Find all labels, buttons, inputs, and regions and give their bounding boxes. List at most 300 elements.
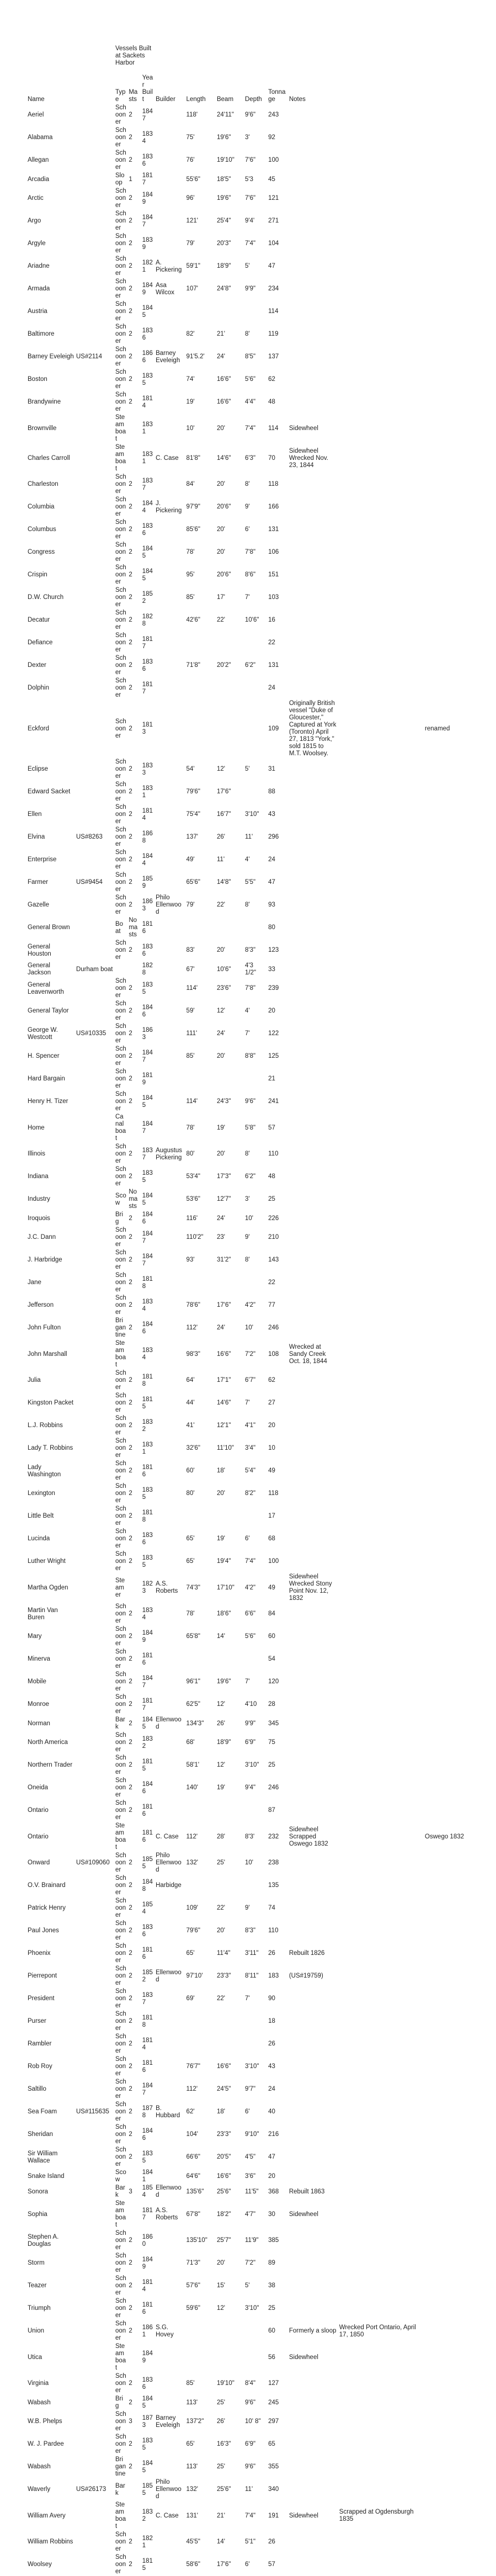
cell-year-built: 1831 (142, 451, 153, 465)
cell-fate (338, 758, 424, 781)
cell-extra-note (424, 1068, 496, 1090)
cell-length: 65'6" (186, 879, 201, 886)
cell-masts: 2 (129, 1151, 132, 1157)
cell-extra-note (424, 609, 496, 632)
cell-builder (154, 699, 185, 758)
cell-vessel-type: Steamboat (115, 2200, 126, 2228)
cell-extra-note (424, 1339, 496, 1369)
cell-tonnage: 60 (268, 2328, 275, 2334)
cell-beam (216, 1271, 244, 1294)
cell-depth: 7'6" (245, 157, 256, 163)
cell-depth: 5' (245, 263, 250, 269)
cell-length: 91'5.2' (186, 353, 205, 360)
cell-tonnage: 48 (268, 1173, 275, 1180)
cell-extra-note (424, 1965, 496, 1987)
cell-masts: 2 (129, 353, 132, 360)
cell-fate (338, 2169, 424, 2184)
cell-depth: 7'8" (245, 549, 256, 555)
cell-tonnage: 56 (268, 2354, 275, 2361)
cell-year-built: 1845 (142, 304, 153, 319)
cell-fate (338, 1731, 424, 1754)
cell-year-built: 1816 (142, 1830, 153, 1843)
cell-length: 135'10" (186, 2237, 207, 2244)
cell-beam: 12'1" (216, 1422, 231, 1429)
cell-year-built: 1835 (142, 2150, 153, 2164)
cell-fate (338, 781, 424, 803)
cell-year-built: 1834 (142, 130, 153, 145)
cell-extra-note (424, 2433, 496, 2456)
cell-official-number (75, 1369, 114, 1392)
cell-fate (338, 443, 424, 473)
cell-length: 131' (186, 2512, 198, 2519)
cell-vessel-name: Allegan (28, 157, 49, 163)
table-row (2, 2297, 496, 2320)
cell-year-built: 1849 (142, 191, 153, 205)
cell-official-number (75, 255, 114, 278)
cell-extra-note (424, 368, 496, 391)
cell-masts: 2 (129, 2328, 132, 2334)
cell-fate (338, 2478, 424, 2501)
cell-builder: J. Pickering (156, 500, 182, 514)
cell-vessel-name: Storm (28, 2260, 45, 2266)
cell-builder (154, 849, 185, 871)
cell-builder (154, 2531, 185, 2553)
cell-fate (338, 368, 424, 391)
cell-tonnage: 24 (268, 685, 275, 691)
table-row (2, 300, 496, 323)
cell-extra-note (424, 1942, 496, 1965)
cell-length: 96'1" (186, 1678, 201, 1685)
cell-vessel-type: Sloop (115, 172, 125, 186)
cell-depth (244, 2342, 267, 2372)
cell-notes (288, 278, 338, 300)
cell-year-built: 1845 (142, 545, 153, 559)
cell-fate (338, 1482, 424, 1505)
cell-tonnage: 60 (268, 1633, 275, 1640)
cell-vessel-type: Schooner (115, 587, 126, 608)
cell-vessel-type: Schooner (115, 1528, 126, 1549)
cell-year-built: 1835 (142, 1486, 153, 1501)
cell-tonnage: 135 (268, 1882, 279, 1889)
cell-length: 58'6" (186, 2561, 201, 2568)
cell-length: 84' (186, 481, 195, 487)
cell-fate (338, 1671, 424, 1693)
cell-length: 110'2" (186, 1234, 204, 1241)
cell-beam: 24' (216, 1215, 225, 1222)
cell-beam (216, 1505, 244, 1528)
cell-vessel-type: Schooner (115, 1506, 126, 1526)
cell-fate (338, 2275, 424, 2297)
cell-year-built: 1861 (142, 2324, 153, 2338)
cell-vessel-type: Schooner (115, 2320, 126, 2341)
table-row (2, 916, 496, 939)
cell-official-number (75, 2184, 114, 2199)
cell-notes (288, 2478, 338, 2501)
table-row (2, 1754, 496, 1777)
cell-builder (154, 939, 185, 962)
cell-masts: 2 (129, 879, 132, 886)
cell-tonnage: 143 (268, 1257, 279, 1263)
cell-vessel-name: General Leavenworth (28, 981, 64, 995)
cell-masts: 2 (129, 1215, 132, 1222)
cell-year-built: 1837 (142, 1147, 153, 1161)
cell-extra-note (424, 2342, 496, 2372)
cell-depth: 5'6" (245, 376, 256, 383)
cell-notes (288, 1392, 338, 1414)
cell-extra-note (424, 1482, 496, 1505)
cell-depth: 6'3" (245, 454, 256, 462)
cell-notes (288, 1226, 338, 1249)
cell-depth: 5'8" (245, 1124, 256, 1131)
cell-notes (288, 1460, 338, 1482)
cell-masts: 2 (129, 399, 132, 405)
cell-vessel-type: Schooner (115, 826, 126, 847)
cell-length (185, 1874, 216, 1897)
cell-beam: 26' (216, 1720, 225, 1727)
cell-extra-note (424, 2033, 496, 2055)
cell-masts: 2 (129, 2380, 132, 2387)
cell-beam: 16'6" (216, 2063, 231, 2070)
cell-notes (288, 803, 338, 826)
cell-official-number (75, 1716, 114, 1731)
cell-depth: 7'8" (245, 985, 256, 992)
cell-depth: 4'2" (245, 1584, 256, 1591)
cell-tonnage: 125 (268, 1053, 279, 1059)
cell-official-number (75, 210, 114, 232)
cell-vessel-type: Schooner (115, 1732, 126, 1753)
cell-official-number (75, 1822, 114, 1852)
cell-year-built: 1834 (142, 1607, 153, 1621)
cell-year-built: 1821 (142, 259, 153, 273)
cell-tonnage: 18 (268, 2018, 275, 2024)
cell-extra-note (424, 443, 496, 473)
cell-depth: 6' (245, 1535, 250, 1542)
cell-fate (338, 1460, 424, 1482)
cell-tonnage: 114 (268, 425, 279, 432)
cell-beam: 17'6" (216, 2561, 231, 2568)
table-row (2, 1716, 496, 1731)
cell-year-built: 1817 (142, 635, 153, 650)
cell-masts (127, 962, 141, 977)
cell-official-number (75, 2275, 114, 2297)
cell-masts: 2 (129, 331, 132, 337)
cell-beam (216, 699, 244, 758)
cell-vessel-type: Schooner (115, 301, 126, 322)
cell-masts: 2 (129, 1995, 132, 2002)
cell-fate (338, 1573, 424, 1603)
cell-notes (288, 473, 338, 496)
cell-vessel-type: Schooner (115, 1460, 126, 1481)
cell-length: 109' (186, 1905, 198, 1911)
cell-length: 135'6" (186, 2188, 204, 2195)
cell-notes: Sidewheel Wrecked Stony Point Nov. 12, 1832 (289, 1573, 332, 1602)
cell-notes (288, 1920, 338, 1942)
cell-length: 93' (186, 1257, 195, 1263)
cell-extra-note (424, 1437, 496, 1460)
cell-official-number (75, 2372, 114, 2395)
table-row (2, 1822, 496, 1852)
cell-length: 32'6" (186, 1445, 201, 1451)
cell-year-built: 1817 (142, 2207, 153, 2221)
cell-tonnage: 47 (268, 2154, 275, 2160)
cell-fate (338, 916, 424, 939)
cell-beam: 21' (216, 2512, 225, 2519)
cell-depth: 7' (245, 1030, 250, 1037)
column-header-masts: Masts (129, 89, 138, 103)
cell-year-built: 1828 (142, 613, 153, 627)
cell-extra-note (424, 2199, 496, 2229)
cell-length: 112' (186, 2086, 198, 2092)
cell-fate (338, 149, 424, 172)
cell-tonnage: 20 (268, 2172, 275, 2180)
cell-builder (154, 803, 185, 826)
cell-vessel-type: Schooner (115, 2033, 126, 2054)
cell-vessel-type: Scow (115, 2169, 126, 2183)
cell-vessel-type: Schooner (115, 759, 126, 780)
cell-builder (154, 2033, 185, 2055)
cell-extra-note (424, 2169, 496, 2184)
cell-beam: 28' (216, 1833, 225, 1840)
cell-official-number (75, 609, 114, 632)
cell-vessel-type: Schooner (115, 150, 126, 171)
cell-masts: 2 (129, 1927, 132, 1934)
cell-vessel-type: Schooner (115, 2373, 126, 2394)
cell-notes (288, 2395, 338, 2410)
cell-depth: 6'6" (245, 1610, 256, 1617)
cell-vessel-name: Charleston (28, 481, 58, 487)
cell-vessel-name: Mary (28, 1633, 42, 1640)
cell-official-number (75, 2531, 114, 2553)
cell-vessel-name: Aeriel (28, 112, 44, 118)
cell-beam: 12'7" (216, 1196, 231, 1202)
cell-length: 41' (186, 1422, 195, 1429)
cell-year-built: 1836 (142, 2376, 153, 2391)
cell-length: 65' (186, 1558, 195, 1565)
cell-extra-note (424, 2055, 496, 2078)
cell-year-built: 1847 (142, 2082, 153, 2096)
cell-vessel-name: Alabama (28, 134, 53, 141)
cell-fate (338, 1294, 424, 1317)
cell-year-built: 1854 (142, 2185, 153, 2198)
cell-notes (288, 2123, 338, 2146)
cell-tonnage: 62 (268, 1377, 275, 1384)
cell-year-built: 1844 (142, 500, 153, 514)
cell-depth: 9'4' (245, 218, 255, 224)
cell-vessel-type (114, 962, 127, 977)
cell-notes (288, 1022, 338, 1045)
cell-depth: 7'4" (245, 425, 256, 432)
cell-tonnage: 74 (268, 1905, 275, 1911)
cell-beam: 24' (216, 1324, 225, 1331)
cell-extra-note (424, 1188, 496, 1211)
table-row (2, 1777, 496, 1799)
cell-masts (127, 2169, 141, 2184)
cell-vessel-type: Schooner (115, 1483, 126, 1504)
cell-notes (288, 977, 338, 1000)
table-row (2, 894, 496, 916)
cell-vessel-name: Mobile (28, 1678, 46, 1685)
cell-depth: 11' (245, 2486, 253, 2493)
cell-fate (338, 1716, 424, 1731)
cell-extra-note (424, 1505, 496, 1528)
cell-vessel-type: Schooner (115, 1023, 126, 1044)
cell-vessel-type: Schooner (115, 1943, 126, 1964)
cell-fate (338, 300, 424, 323)
table-row (2, 1271, 496, 1294)
cell-tonnage: 90 (268, 1995, 275, 2002)
cell-depth: 3' (245, 1196, 250, 1202)
cell-tonnage: 16 (268, 617, 275, 623)
cell-extra-note (424, 2146, 496, 2169)
cell-year-built: 1814 (142, 2278, 153, 2293)
cell-masts: 2 (129, 725, 132, 732)
cell-year-built: 1868 (142, 830, 153, 844)
cell-fate (338, 104, 424, 126)
cell-fate (338, 2297, 424, 2320)
table-row (2, 2372, 496, 2395)
cell-builder (154, 232, 185, 255)
cell-notes: Sidewheel Wrecked Nov. 23, 1844 (289, 447, 328, 469)
cell-length (185, 1648, 216, 1671)
cell-masts: 2 (129, 1882, 132, 1889)
cell-beam: 18'9" (216, 1739, 231, 1746)
cell-official-number (75, 518, 114, 541)
cell-notes: Sidewheel (289, 425, 318, 432)
cell-tonnage: 22 (268, 1279, 275, 1286)
cell-beam: 12' (216, 2305, 225, 2312)
cell-vessel-type: Bark (115, 2185, 125, 2198)
cell-fate (338, 2184, 424, 2199)
cell-extra-note (424, 1754, 496, 1777)
cell-extra-note (424, 541, 496, 564)
cell-notes (288, 2297, 338, 2320)
cell-tonnage: 47 (268, 263, 275, 269)
cell-builder (154, 149, 185, 172)
cell-official-number (75, 2055, 114, 2078)
cell-official-number (75, 977, 114, 1000)
cell-year-built: 1852 (142, 1969, 153, 1983)
cell-depth: 4'3 1/2" (245, 962, 257, 976)
cell-tonnage: 65 (268, 2441, 275, 2447)
cell-fate (338, 1897, 424, 1920)
cell-extra-note (424, 518, 496, 541)
table-row (2, 2169, 496, 2184)
cell-beam: 14' (216, 1633, 225, 1640)
cell-vessel-name: Sophia (28, 2211, 47, 2218)
cell-masts: 2 (129, 1633, 132, 1640)
cell-notes: Sidewheel (289, 2211, 318, 2218)
cell-fate (338, 1045, 424, 1068)
cell-official-number (75, 1648, 114, 1671)
table-row (2, 1143, 496, 1165)
cell-fate (338, 172, 424, 187)
cell-notes: Wrecked at Sandy Creek Oct. 18, 1844 (289, 1343, 327, 1365)
cell-year-built: 1832 (142, 2509, 153, 2522)
column-header-builder: Builder (156, 96, 175, 103)
cell-tonnage: 232 (268, 1833, 279, 1840)
cell-extra-note (424, 232, 496, 255)
cell-masts: 2 (129, 2018, 132, 2024)
cell-length: 95' (186, 571, 195, 578)
table-row (2, 1920, 496, 1942)
cell-fate (338, 2372, 424, 2395)
cell-vessel-type: Schooner (115, 1965, 126, 1986)
cell-builder (154, 2169, 185, 2184)
cell-length: 76' (186, 157, 195, 163)
cell-masts: 2 (129, 2086, 132, 2092)
cell-official-number (75, 2123, 114, 2146)
cell-notes (288, 2275, 338, 2297)
cell-tonnage: 25 (268, 1762, 275, 1768)
cell-extra-note (424, 1648, 496, 1671)
cell-extra-note (424, 1113, 496, 1143)
cell-builder: B. Hubbard (156, 2105, 180, 2119)
cell-masts: 2 (129, 263, 132, 269)
spacer-cell (185, 0, 216, 67)
cell-depth: 3' (245, 134, 250, 141)
cell-beam: 19'6" (216, 195, 231, 202)
cell-builder (154, 300, 185, 323)
cell-tonnage: 131 (268, 526, 279, 533)
cell-official-number (75, 2456, 114, 2478)
cell-year-built: 1823 (142, 1581, 153, 1594)
cell-vessel-name: Lady T. Robbins (28, 1445, 73, 1451)
cell-year-built: 1816 (142, 1803, 153, 1817)
cell-notes: Sidewheel (289, 2512, 318, 2519)
cell-official-number (75, 1777, 114, 1799)
cell-tonnage: 245 (268, 2399, 279, 2406)
cell-year-built: 1845 (142, 2395, 153, 2409)
cell-vessel-name: Austria (28, 308, 47, 315)
cell-builder (154, 1505, 185, 1528)
cell-year-built: 1855 (142, 1856, 153, 1870)
cell-depth: 6'9" (245, 1739, 256, 1746)
cell-length: 79' (186, 240, 195, 247)
cell-length: 65' (186, 2441, 195, 2447)
cell-year-built: 1831 (142, 785, 153, 799)
cell-official-number (75, 654, 114, 677)
cell-extra-note (424, 781, 496, 803)
cell-vessel-name: Sheridan (28, 2131, 54, 2138)
cell-extra-note (424, 2123, 496, 2146)
table-row (2, 2055, 496, 2078)
cell-vessel-type: Schooner (115, 978, 126, 999)
cell-builder: A.S. Roberts (156, 1581, 178, 1594)
cell-vessel-name: Sonora (28, 2188, 49, 2195)
cell-fate (338, 677, 424, 699)
vessels-table (2, 0, 496, 2576)
table-row (2, 1317, 496, 1339)
cell-extra-note (424, 1573, 496, 1603)
table-row (2, 1000, 496, 1022)
cell-vessel-name: Brownville (28, 425, 57, 432)
cell-builder (154, 2395, 185, 2410)
table-row (2, 2199, 496, 2229)
cell-builder (154, 1113, 185, 1143)
spacer-cell (338, 0, 424, 67)
cell-year-built: 1832 (142, 1735, 153, 1750)
cell-official-number (75, 1211, 114, 1226)
cell-vessel-name: Home (28, 1124, 45, 1131)
cell-beam: 20'6" (216, 571, 231, 578)
cell-official-number (75, 323, 114, 346)
cell-notes (288, 1317, 338, 1339)
cell-vessel-type: Schooner (115, 2079, 126, 2100)
cell-masts: 2 (129, 1490, 132, 1497)
cell-tonnage: 17 (268, 1513, 275, 1519)
cell-beam: 15' (216, 2282, 225, 2289)
cell-official-number (75, 2410, 114, 2433)
